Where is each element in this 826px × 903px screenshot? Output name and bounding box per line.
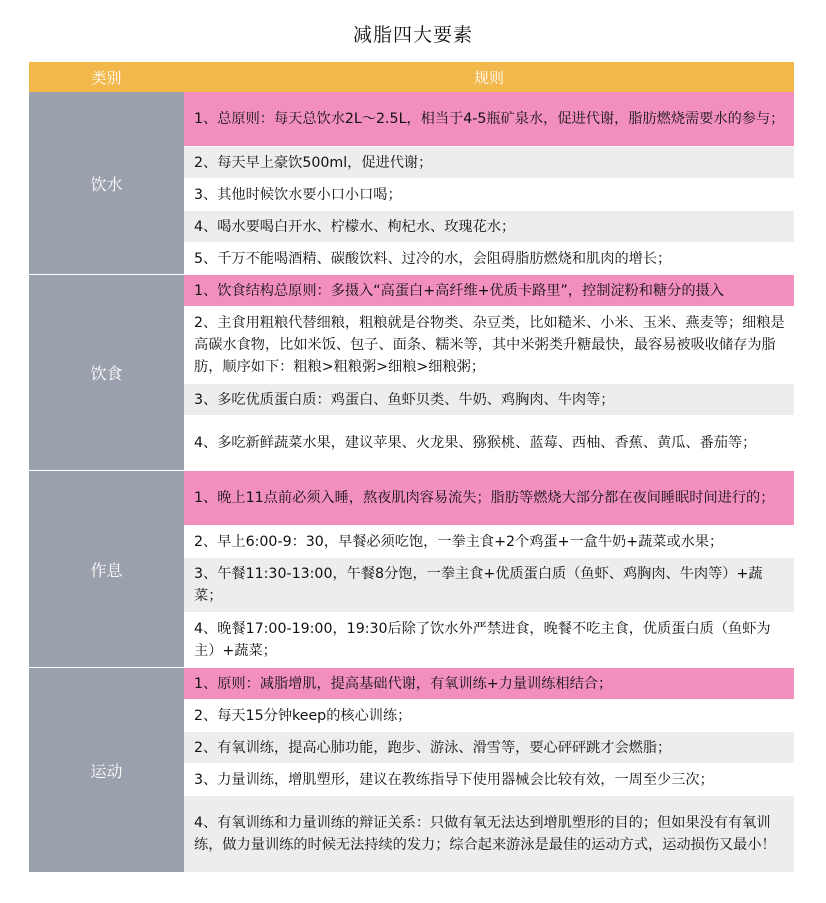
rules-table — [29, 62, 794, 873]
rule-cell: 4、有氧训练和力量训练的辩证关系：只做有氧无法达到增肌塑形的目的；但如果没有有氧训练，做力量训练的时候无法持续的发力；综合起来游泳是最佳的运动方式，运动损伤又最小！ — [184, 796, 794, 873]
table-row — [29, 275, 794, 307]
page-title: 减脂四大要素 — [352, 24, 473, 46]
rule-cell: 2、每天早上豪饮500ml，促进代谢； — [184, 147, 794, 179]
category-cell-exercise: 运动 — [29, 668, 184, 873]
rule-cell: 2、早上6:00-9：30，早餐必须吃饱，一拳主食+2个鸡蛋+一盒牛奶+蔬菜或水果； — [184, 526, 794, 558]
category-cell-routine: 作息 — [29, 471, 184, 668]
header-category: 类别 — [29, 62, 184, 92]
rule-cell: 4、喝水要喝白开水、柠檬水、枸杞水、玫瑰花水； — [184, 211, 794, 243]
table-header-row — [29, 62, 794, 92]
rule-cell: 3、力量训练，增肌塑形，建议在教练指导下使用器械会比较有效，一周至少三次； — [184, 764, 794, 796]
rule-cell: 2、每天15分钟keep的核心训练； — [184, 700, 794, 732]
rule-cell: 1、总原则：每天总饮水2L～2.5L，相当于4-5瓶矿泉水，促进代谢，脂肪燃烧需要水的参与； — [184, 92, 794, 147]
rule-cell: 1、饮食结构总原则：多摄入“高蛋白+高纤维+优质卡路里”，控制淀粉和糖分的摄入 — [184, 275, 794, 307]
table-row — [29, 92, 794, 147]
rule-cell: 5、千万不能喝酒精、碳酸饮料、过冷的水，会阻碍脂肪燃烧和肌肉的增长； — [184, 243, 794, 275]
rule-cell: 2、主食用粗粮代替细粮，粗粮就是谷物类、杂豆类，比如糙米、小米、玉米、燕麦等；细粮是高碳水食物，比如米饭、包子、面条、糯米等，其中米粥类升糖最快，最容易被吸收储存为脂肪，顺序如下：粗粮>粗粮粥>细粮>细粮粥； — [184, 307, 794, 384]
rule-cell: 3、多吃优质蛋白质：鸡蛋白、鱼虾贝类、牛奶、鸡胸肉、牛肉等； — [184, 384, 794, 416]
rule-cell: 3、其他时候饮水要小口小口喝； — [184, 179, 794, 211]
table-row — [29, 668, 794, 700]
category-cell-water: 饮水 — [29, 92, 184, 275]
header-rules: 规则 — [184, 62, 794, 92]
rule-cell: 2、有氧训练，提高心肺功能，跑步、游泳、滑雪等，要心砰砰跳才会燃脂； — [184, 732, 794, 764]
rule-cell: 1、原则：减脂增肌，提高基础代谢，有氧训练+力量训练相结合； — [184, 668, 794, 700]
table-row — [29, 471, 794, 526]
category-cell-diet: 饮食 — [29, 275, 184, 471]
rule-cell: 4、晚餐17:00-19:00，19:30后除了饮水外严禁进食，晚餐不吃主食，优质蛋白质（鱼虾为主）+蔬菜； — [184, 613, 794, 668]
rule-cell: 1、晚上11点前必须入睡，熬夜肌肉容易流失；脂肪等燃烧大部分都在夜间睡眠时间进行的； — [184, 471, 794, 526]
rule-cell: 3、午餐11:30-13:00，午餐8分饱，一拳主食+优质蛋白质（鱼虾、鸡胸肉、牛肉等）+蔬菜； — [184, 558, 794, 613]
rule-cell: 4、多吃新鲜蔬菜水果，建议苹果、火龙果、猕猴桃、蓝莓、西柚、香蕉、黄瓜、番茄等； — [184, 416, 794, 471]
